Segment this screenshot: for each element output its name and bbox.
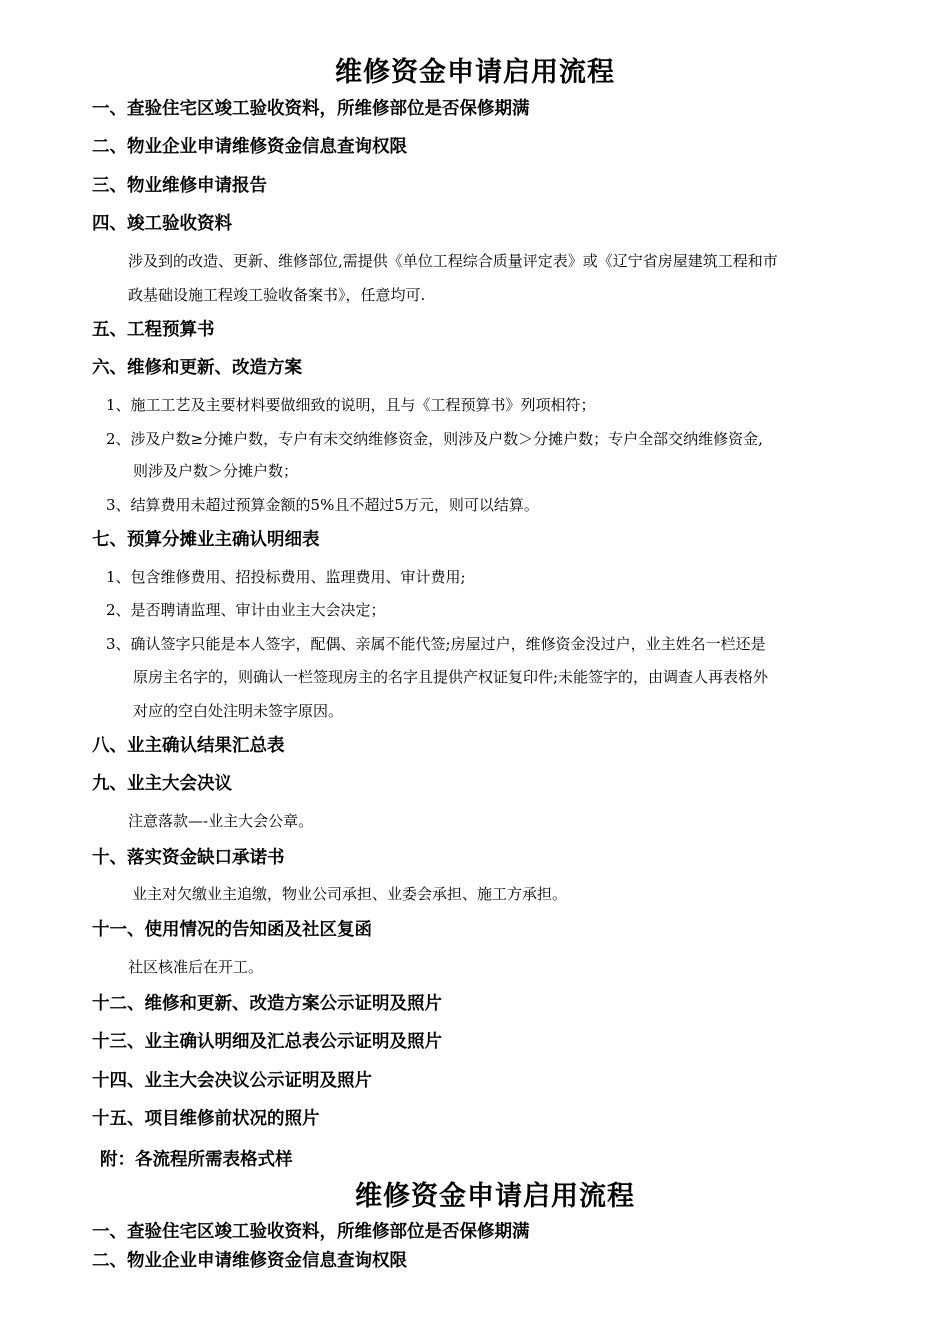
section-15-heading: 十五、项目维修前状况的照片: [92, 1109, 320, 1129]
section-5-heading: 五、工程预算书: [92, 320, 215, 340]
section-14-heading: 十四、业主大会决议公示证明及照片: [92, 1071, 372, 1091]
section-6-heading: 六、维修和更新、改造方案: [92, 358, 302, 378]
repeat-section-2-heading: 二、物业企业申请维修资金信息查询权限: [92, 1251, 407, 1271]
section-11-heading: 十一、使用情况的告知函及社区复函: [92, 920, 372, 940]
section-9-heading: 九、业主大会决议: [92, 774, 232, 794]
section-10-text: 业主对欠缴业主追缴，物业公司承担、业委会承担、施工方承担。: [132, 885, 568, 903]
section-13-heading: 十三、业主确认明细及汇总表公示证明及照片: [92, 1032, 442, 1052]
section-6-point-1: 1、施工工艺及主要材料要做细致的说明，且与《工程预算书》列项相符；: [106, 396, 596, 414]
section-1-heading: 一、查验住宅区竣工验收资料，所维修部位是否保修期满: [92, 99, 530, 119]
appendix-note: 附：各流程所需表格式样: [100, 1150, 293, 1170]
section-6-point-3: 3、结算费用未超过预算金额的5%且不超过5万元，则可以结算。: [106, 496, 539, 514]
section-2-heading: 二、物业企业申请维修资金信息查询权限: [92, 137, 407, 157]
section-11-text: 社区核准后在开工。: [128, 958, 264, 976]
section-12-heading: 十二、维修和更新、改造方案公示证明及照片: [92, 994, 442, 1014]
section-7-heading: 七、预算分摊业主确认明细表: [92, 530, 320, 550]
section-7-point-3-cont-2: 对应的空白处注明未签字原因。: [133, 702, 344, 720]
section-6-point-2: 2、涉及户数≥分摊户数，专户有未交纳维修资金，则涉及户数＞分摊户数；专户全部交纳维修资金,: [106, 430, 763, 448]
section-6-point-2-cont: 则涉及户数＞分摊户数；: [133, 462, 299, 480]
section-7-point-2: 2、是否聘请监理、审计由业主大会决定；: [106, 601, 386, 619]
section-7-point-3: 3、确认签字只能是本人签字，配偶、亲属不能代签;房屋过户，维修资金没过户，业主姓名一栏还是: [106, 635, 766, 653]
repeat-title: 维修资金申请启用流程: [355, 1181, 635, 1212]
document-title: 维修资金申请启用流程: [335, 57, 615, 88]
section-4-text-line-1: 涉及到的改造、更新、维修部位,需提供《单位工程综合质量评定表》或《辽宁省房屋建筑工程和市: [128, 252, 778, 270]
section-7-point-3-cont-1: 原房主名字的，则确认一栏签现房主的名字且提供产权证复印件;未能签字的，由调查人再表格外: [133, 668, 769, 686]
section-10-heading: 十、落实资金缺口承诺书: [92, 848, 285, 868]
section-4-heading: 四、竣工验收资料: [92, 214, 232, 234]
section-3-heading: 三、物业维修申请报告: [92, 176, 267, 196]
repeat-section-1-heading: 一、查验住宅区竣工验收资料，所维修部位是否保修期满: [92, 1222, 530, 1242]
section-7-point-1: 1、包含维修费用、招投标费用、监理费用、审计费用;: [106, 568, 466, 586]
section-4-text-line-2: 政基础设施工程竣工验收备案书》，任意均可.: [128, 286, 426, 304]
section-9-text: 注意落款—-业主大会公章。: [128, 812, 314, 830]
section-8-heading: 八、业主确认结果汇总表: [92, 736, 285, 756]
